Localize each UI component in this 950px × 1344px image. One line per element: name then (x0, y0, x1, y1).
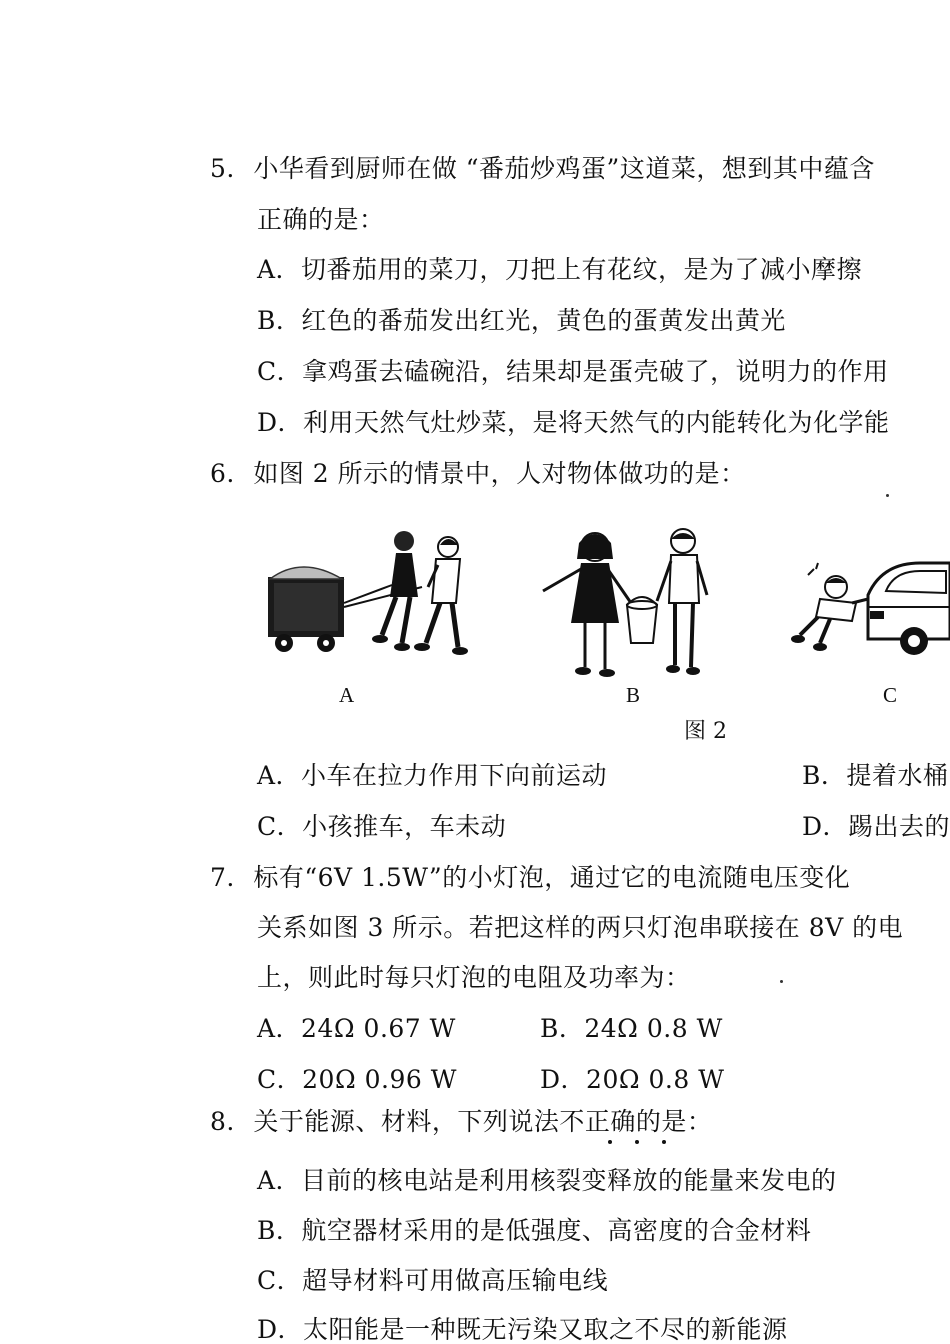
emphasis-dot (608, 1140, 612, 1144)
emphasis-dot (635, 1140, 639, 1144)
q7-stem-line3: 上，则此时每只灯泡的电阻及功率为： (257, 963, 691, 992)
q5-option-c: C．拿鸡蛋去磕碗沿，结果却是蛋壳破了，说明力的作用 (257, 357, 889, 386)
q7-option-d: D．20Ω 0.8 W (540, 1065, 725, 1094)
scan-speck (780, 980, 783, 983)
q5-stem-line2: 正确的是： (257, 205, 385, 234)
q8-stem-text: 关于能源、材料，下列说法不正确的是： (253, 1107, 713, 1136)
q7-option-b: B．24Ω 0.8 W (540, 1014, 723, 1043)
q6-number: 6. (210, 459, 235, 488)
q6-option-d: D．踢出去的 (802, 812, 950, 841)
q5-number: 5. (210, 154, 235, 183)
figure-2-caption: 图 2 (684, 719, 727, 744)
q6-option-b: B．提着水桶 (802, 761, 949, 790)
q6-option-c: C．小孩推车，车未动 (257, 812, 507, 841)
emphasis-dot (662, 1140, 666, 1144)
q7-stem-line1 (210, 862, 850, 894)
q7-number: 7. (210, 863, 235, 892)
figure-2-label-b: B (626, 683, 641, 707)
q6-option-a: A．小车在拉力作用下向前运动 (257, 761, 608, 790)
q7-stem-text: 标有“6V 1.5W”的小灯泡，通过它的电流随电压变化 (253, 863, 851, 892)
q5-stem-text: 小华看到厨师在做 “番茄炒鸡蛋”这道菜，想到其中蕴含 (253, 154, 875, 183)
q7-stem-line2: 关系如图 3 所示。若把这样的两只灯泡串联接在 8V 的电 (257, 913, 904, 942)
q6-stem-text: 如图 2 所示的情景中，人对物体做功的是： (253, 459, 746, 488)
q7-option-c: C．20Ω 0.96 W (257, 1065, 457, 1094)
q7-option-a: A．24Ω 0.67 W (257, 1014, 456, 1043)
q8-option-d: D．太阳能是一种既无污染又取之不尽的新能源 (257, 1315, 788, 1344)
q8-option-c: C．超导材料可用做高压输电线 (257, 1266, 609, 1295)
q5-option-d: D．利用天然气灶炒菜，是将天然气的内能转化为化学能 (257, 408, 890, 437)
q6-stem (210, 458, 746, 490)
q5-option-a: A．切番茄用的菜刀，刀把上有花纹，是为了减小摩擦 (257, 255, 863, 284)
q5-stem-line1 (210, 153, 875, 185)
figure-2-scene-b (535, 525, 715, 685)
scan-speck (886, 494, 889, 497)
figure-2-label-a: A (339, 683, 355, 707)
q8-option-a: A．目前的核电站是利用核裂变释放的能量来发电的 (257, 1166, 837, 1195)
q8-stem (210, 1106, 712, 1138)
figure-2-label-c: C (883, 683, 898, 707)
q8-option-b: B．航空器材采用的是低强度、高密度的合金材料 (257, 1216, 812, 1245)
q5-option-b: B．红色的番茄发出红光，黄色的蛋黄发出黄光 (257, 306, 786, 335)
figure-2-scene-c (790, 555, 950, 665)
figure-2-scene-a (262, 525, 472, 665)
q8-number: 8. (210, 1107, 235, 1136)
